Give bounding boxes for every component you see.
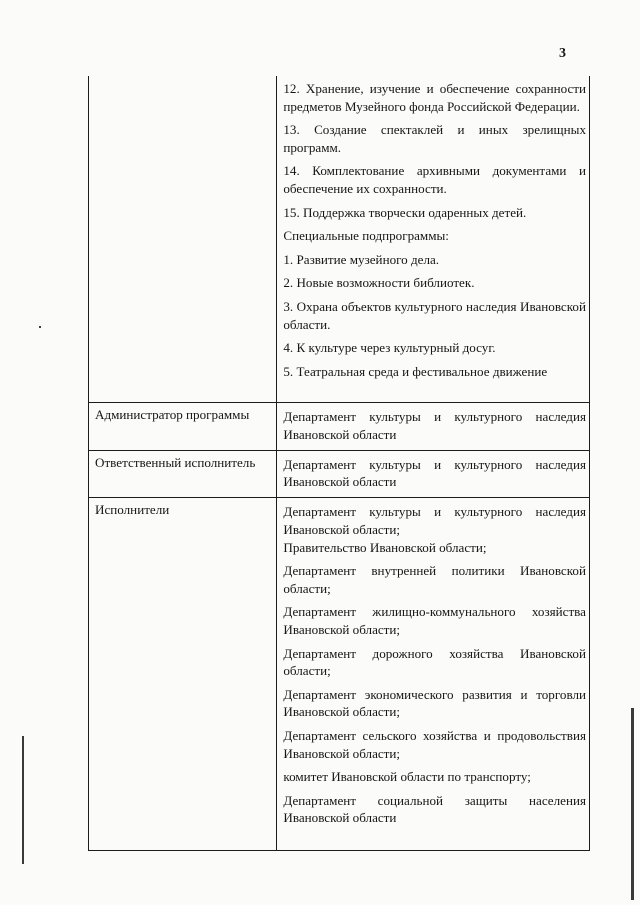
executor-item: Департамент жилищно-коммунального хозяйства Ивановской области;: [283, 604, 586, 638]
scan-artifact-left: [22, 736, 24, 864]
row-label: [89, 76, 277, 402]
table-row: [89, 402, 590, 450]
page-number: 3: [559, 46, 566, 61]
row-value: [277, 76, 590, 402]
table-row: [89, 76, 590, 402]
special-subprogram-item: 5. Театральная среда и фестивальное движение: [283, 363, 548, 379]
subprogram-item: 13. Создание спектаклей и иных зрелищных программ.: [283, 122, 586, 155]
executor-item: Департамент экономического развития и торговли Ивановской области;: [283, 686, 586, 720]
special-subprogram-item: 4. К культуре через культурный досуг.: [283, 340, 496, 356]
row-value: [277, 402, 590, 450]
special-subprograms-heading: Специальные подпрограммы:: [283, 228, 449, 244]
administrator-value: Департамент культуры и культурного наследия Ивановской области: [283, 408, 586, 442]
table-row: [89, 450, 590, 498]
special-subprogram-item: 2. Новые возможности библиотек.: [283, 275, 475, 291]
scan-artifact-right: [631, 708, 634, 900]
subprogram-item: 14. Комплектование архивными документами и обеспечение их сохранности.: [283, 163, 586, 196]
row-value: [277, 498, 590, 851]
row-value: [277, 450, 590, 498]
responsible-value: Департамент культуры и культурного наследия Ивановской области: [283, 456, 586, 490]
scan-artifact-dot: [39, 326, 41, 328]
row-label-executors: Исполнители: [89, 498, 277, 851]
executor-item: Департамент дорожного хозяйства Ивановской области;: [283, 645, 586, 679]
executor-item: Департамент социальной защиты населения Ивановской области: [283, 792, 586, 826]
program-passport-table: [88, 76, 590, 851]
executor-item: Департамент культуры и культурного наследия Ивановской области; Правительство Ивановской области;: [283, 504, 586, 555]
executor-item: комитет Ивановской области по транспорту;: [283, 769, 531, 785]
table-row: [89, 498, 590, 851]
subprogram-item: 12. Хранение, изучение и обеспечение сохранности предметов Музейного фонда Российской Федерации.: [283, 81, 586, 114]
row-label-responsible: Ответственный исполнитель: [89, 450, 277, 498]
executor-item: Департамент сельского хозяйства и продовольствия Ивановской области;: [283, 727, 586, 761]
executor-item: Департамент внутренней политики Ивановской области;: [283, 563, 586, 596]
subprogram-item: 15. Поддержка творчески одаренных детей.: [283, 204, 527, 220]
special-subprogram-item: 1. Развитие музейного дела.: [283, 251, 440, 267]
special-subprogram-item: 3. Охрана объектов культурного наследия Ивановской области.: [283, 298, 586, 332]
row-label-administrator: Администратор программы: [89, 402, 277, 450]
